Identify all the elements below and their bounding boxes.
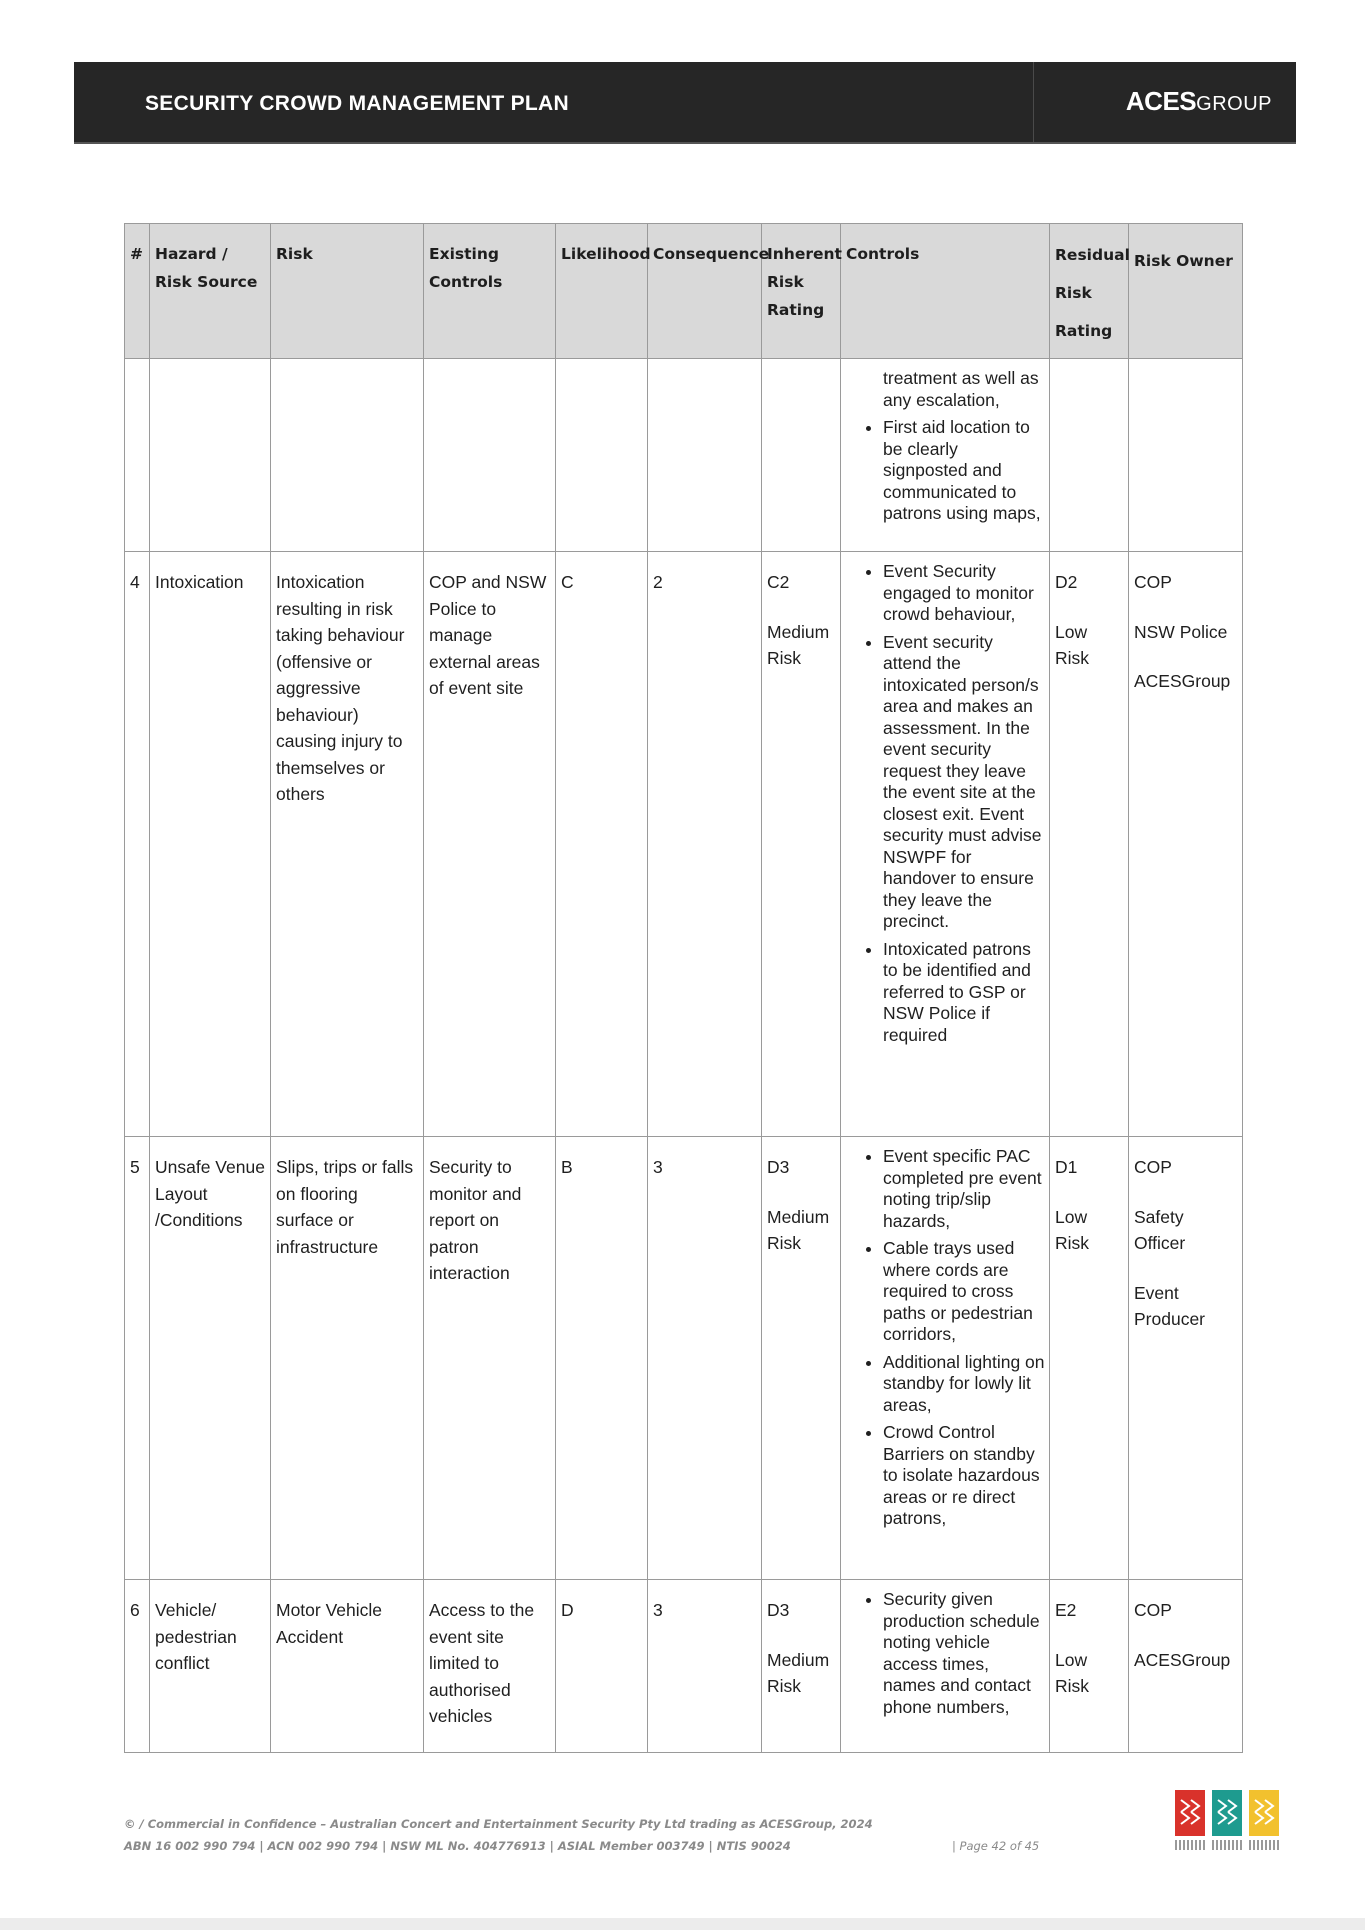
control-item: • Security given production schedule noting vehicle access times, names and contact phone numbers, bbox=[883, 1589, 1045, 1718]
residual-risk-level: Low Risk bbox=[1055, 621, 1090, 668]
environment-cert-icon bbox=[1212, 1790, 1242, 1836]
inherent-risk-level: Medium Risk bbox=[767, 621, 830, 668]
owner-item: ACESGroup bbox=[1134, 671, 1231, 691]
inherent-risk-level: Medium Risk bbox=[767, 1649, 830, 1696]
cert-label bbox=[1175, 1840, 1205, 1850]
risk-owner bbox=[1129, 1137, 1243, 1580]
control-item: • Cable trays used where cords are required to cross paths or pedestrian corridors, bbox=[883, 1238, 1045, 1346]
hazard-source: Vehicle/ pedestrian conflict bbox=[150, 1580, 271, 1753]
consequence: 3 bbox=[648, 1580, 762, 1753]
col-header-risk: Risk bbox=[271, 224, 424, 359]
control-item: • Crowd Control Barriers on standby to isolate hazardous areas or re direct patrons, bbox=[883, 1422, 1045, 1530]
inherent-risk-code: C2 bbox=[767, 572, 790, 592]
controls-cell bbox=[841, 1580, 1050, 1753]
certification-badges bbox=[1175, 1790, 1279, 1854]
control-item: • Intoxicated patrons to be identified and referred to GSP or NSW Police if required bbox=[883, 939, 1045, 1047]
inherent-risk-level: Medium Risk bbox=[767, 1206, 830, 1253]
owner-item: Event Producer bbox=[1134, 1282, 1206, 1329]
logo-word-group: GROUP bbox=[1196, 93, 1272, 115]
table-row bbox=[125, 552, 1243, 1137]
table-header-row bbox=[125, 224, 1243, 359]
owner-item: COP bbox=[1134, 1600, 1172, 1620]
inherent-risk-rating bbox=[762, 1137, 841, 1580]
row-number: 4 bbox=[125, 552, 150, 1137]
table-row bbox=[125, 1580, 1243, 1753]
cert-label bbox=[1249, 1840, 1279, 1850]
ohs-cert-icon bbox=[1249, 1790, 1279, 1836]
control-item: • Event Security engaged to monitor crowd behaviour, bbox=[883, 561, 1045, 626]
owner-item: COP bbox=[1134, 1157, 1172, 1177]
control-item: • Event security attend the intoxicated person/s area and makes an assessment. In the event security request they leave the event site at the closest exit. Event security must advise NSWPF for handover to ensure they leave the precinct. bbox=[883, 632, 1045, 933]
control-item: • First aid location to be clearly signposted and communicated to patrons using maps, bbox=[883, 417, 1045, 525]
risk-owner bbox=[1129, 552, 1243, 1137]
col-header-hazard-source: Hazard / Risk Source bbox=[150, 224, 271, 359]
table-row-continued bbox=[125, 359, 1243, 552]
residual-risk-code: D1 bbox=[1055, 1157, 1078, 1177]
owner-item: NSW Police bbox=[1134, 621, 1228, 642]
risk-owner bbox=[1129, 1580, 1243, 1753]
owner-item: ACESGroup bbox=[1134, 1649, 1231, 1670]
controls-cell bbox=[841, 1137, 1050, 1580]
page-number: | Page 42 of 45 bbox=[952, 1839, 1040, 1853]
hazard-source: Unsafe Venue Layout /Conditions bbox=[150, 1137, 271, 1580]
aces-group-logo bbox=[1126, 86, 1272, 117]
header-band bbox=[74, 62, 1296, 144]
risk-description: Slips, trips or falls on flooring surface or infrastructure bbox=[271, 1137, 424, 1580]
consequence: 3 bbox=[648, 1137, 762, 1580]
col-header-existing-controls: Existing Controls bbox=[424, 224, 556, 359]
footer-registration: ABN 16 002 990 794 | ACN 002 990 794 | NSW ML No. 404776913 | ASIAL Member 003749 | NTIS 90024 bbox=[124, 1839, 791, 1853]
risk-register-table bbox=[124, 223, 1243, 1753]
likelihood: B bbox=[556, 1137, 648, 1580]
col-header-likelihood: Likelihood bbox=[556, 224, 648, 359]
owner-item: Safety Officer bbox=[1134, 1206, 1186, 1253]
inherent-risk-rating bbox=[762, 1580, 841, 1753]
col-header-consequence: Consequence bbox=[648, 224, 762, 359]
inherent-risk-rating bbox=[762, 552, 841, 1137]
likelihood: C bbox=[556, 552, 648, 1137]
inherent-risk-code: D3 bbox=[767, 1157, 790, 1177]
control-item: • Event specific PAC completed pre event noting trip/slip hazards, bbox=[883, 1146, 1045, 1232]
existing-controls: Security to monitor and report on patron interaction bbox=[424, 1137, 556, 1580]
controls-cell bbox=[841, 359, 1050, 552]
owner-item: COP bbox=[1134, 572, 1172, 592]
consequence: 2 bbox=[648, 552, 762, 1137]
row-number: 6 bbox=[125, 1580, 150, 1753]
col-header-number: # bbox=[125, 224, 150, 359]
likelihood: D bbox=[556, 1580, 648, 1753]
existing-controls: COP and NSW Police to manage external areas of event site bbox=[424, 552, 556, 1137]
col-header-controls: Controls bbox=[841, 224, 1050, 359]
hazard-source: Intoxication bbox=[150, 552, 271, 1137]
col-header-risk-owner: Risk Owner bbox=[1129, 224, 1243, 359]
table-row bbox=[125, 1137, 1243, 1580]
residual-risk-rating bbox=[1050, 552, 1129, 1137]
cert-label bbox=[1212, 1840, 1242, 1850]
residual-risk-rating bbox=[1050, 1580, 1129, 1753]
residual-risk-code: E2 bbox=[1055, 1600, 1077, 1620]
logo-word-aces: ACES bbox=[1125, 86, 1197, 116]
row-number: 5 bbox=[125, 1137, 150, 1580]
header-divider bbox=[1033, 62, 1034, 142]
controls-cell bbox=[841, 552, 1050, 1137]
footer-copyright: © / Commercial in Confidence – Australian Concert and Entertainment Security Pty Ltd trading as ACESGroup, 2024 bbox=[124, 1817, 873, 1831]
col-header-inherent-risk: Inherent Risk Rating bbox=[762, 224, 841, 359]
control-item: treatment as well as any escalation, bbox=[883, 368, 1039, 410]
residual-risk-code: D2 bbox=[1055, 572, 1078, 592]
inherent-risk-code: D3 bbox=[767, 1600, 790, 1620]
document-title: SECURITY CROWD MANAGEMENT PLAN bbox=[145, 92, 569, 115]
residual-risk-rating bbox=[1050, 1137, 1129, 1580]
col-header-residual-risk: Residual Risk Rating bbox=[1050, 224, 1129, 359]
risk-description: Intoxication resulting in risk taking behaviour (offensive or aggressive behaviour) causing injury to themselves or others bbox=[271, 552, 424, 1137]
control-item: • Additional lighting on standby for lowly lit areas, bbox=[883, 1352, 1045, 1417]
existing-controls: Access to the event site limited to authorised vehicles bbox=[424, 1580, 556, 1753]
residual-risk-level: Low Risk bbox=[1055, 1206, 1090, 1253]
quality-cert-icon bbox=[1175, 1790, 1205, 1836]
residual-risk-level: Low Risk bbox=[1055, 1649, 1090, 1696]
risk-description: Motor Vehicle Accident bbox=[271, 1580, 424, 1753]
